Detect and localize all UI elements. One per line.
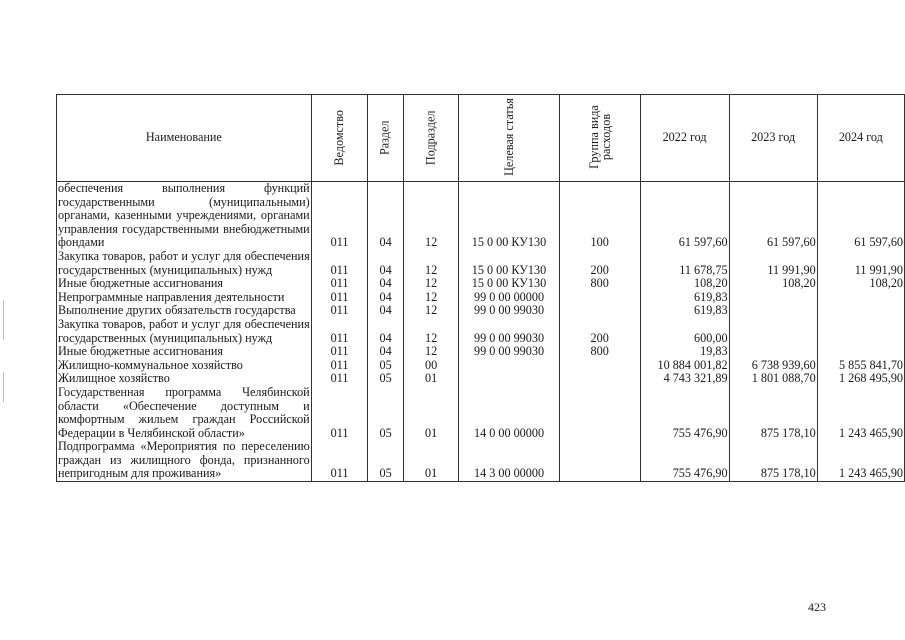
row-value-2023: 108,20 <box>729 277 817 291</box>
row-podrazdel: 12 <box>403 182 459 250</box>
row-gruppa: 100 <box>559 182 640 250</box>
row-celevaya-statya: 14 3 00 00000 <box>459 440 559 481</box>
row-value-2024: 1 243 465,90 <box>817 386 904 440</box>
row-value-2023: 61 597,60 <box>729 182 817 250</box>
table-row <box>57 386 905 440</box>
row-gruppa: 200 <box>559 318 640 345</box>
row-celevaya-statya: 99 0 00 99030 <box>459 304 559 318</box>
row-gruppa <box>559 359 640 373</box>
table-row <box>57 182 905 250</box>
row-value-2024: 11 991,90 <box>817 250 904 277</box>
row-celevaya-statya: 99 0 00 00000 <box>459 291 559 305</box>
row-value-2022: 4 743 321,89 <box>640 372 729 386</box>
row-value-2023 <box>729 291 817 305</box>
row-gruppa: 800 <box>559 277 640 291</box>
row-vedomstvo: 011 <box>311 304 368 318</box>
table-row <box>57 345 905 359</box>
row-value-2022: 61 597,60 <box>640 182 729 250</box>
header-podrazdel: Подраздел <box>403 95 459 182</box>
row-celevaya-statya: 15 0 00 КУ130 <box>459 277 559 291</box>
row-podrazdel: 01 <box>403 440 459 481</box>
row-razdel: 05 <box>368 386 403 440</box>
row-value-2022: 755 476,90 <box>640 440 729 481</box>
row-value-2022: 108,20 <box>640 277 729 291</box>
row-vedomstvo: 011 <box>311 182 368 250</box>
row-value-2023: 6 738 939,60 <box>729 359 817 373</box>
row-value-2023: 1 801 088,70 <box>729 372 817 386</box>
row-gruppa <box>559 440 640 481</box>
row-name: Подпрограмма «Мероприятия по переселению граждан из жилищного фонда, признанного непригодным для проживания» <box>58 439 310 481</box>
row-podrazdel: 12 <box>403 250 459 277</box>
row-name: Выполнение других обязательств государства <box>57 304 312 318</box>
row-gruppa <box>559 372 640 386</box>
row-podrazdel: 01 <box>403 372 459 386</box>
table-row <box>57 372 905 386</box>
row-podrazdel: 00 <box>403 359 459 373</box>
row-vedomstvo: 011 <box>311 372 368 386</box>
row-value-2024 <box>817 318 904 345</box>
row-value-2024 <box>817 304 904 318</box>
row-value-2022: 19,83 <box>640 345 729 359</box>
row-gruppa <box>559 386 640 440</box>
row-vedomstvo: 011 <box>311 359 368 373</box>
page-number: 423 <box>808 600 826 614</box>
row-gruppa <box>559 291 640 305</box>
row-value-2022: 619,83 <box>640 291 729 305</box>
table-header-row <box>57 95 905 182</box>
row-value-2024 <box>817 345 904 359</box>
row-razdel: 04 <box>368 345 403 359</box>
row-razdel: 04 <box>368 318 403 345</box>
row-name: Иные бюджетные ассигнования <box>57 345 312 359</box>
table-row <box>57 318 905 345</box>
row-value-2023 <box>729 345 817 359</box>
row-value-2022: 755 476,90 <box>640 386 729 440</box>
scan-artifact <box>3 300 4 340</box>
row-celevaya-statya <box>459 359 559 373</box>
table-row <box>57 250 905 277</box>
row-podrazdel: 12 <box>403 291 459 305</box>
row-value-2023: 875 178,10 <box>729 386 817 440</box>
row-value-2023: 875 178,10 <box>729 440 817 481</box>
table-row <box>57 440 905 481</box>
row-value-2024: 1 243 465,90 <box>817 440 904 481</box>
row-celevaya-statya: 15 0 00 КУ130 <box>459 182 559 250</box>
row-razdel: 04 <box>368 291 403 305</box>
table-row <box>57 359 905 373</box>
row-razdel: 04 <box>368 304 403 318</box>
row-celevaya-statya: 14 0 00 00000 <box>459 386 559 440</box>
header-year-2023: 2023 год <box>729 95 817 182</box>
table-row <box>57 277 905 291</box>
row-podrazdel: 12 <box>403 318 459 345</box>
row-celevaya-statya: 99 0 00 99030 <box>459 345 559 359</box>
row-value-2022: 11 678,75 <box>640 250 729 277</box>
row-name: Закупка товаров, работ и услуг для обеспечения государственных (муниципальных) нужд <box>58 248 310 277</box>
row-gruppa: 800 <box>559 345 640 359</box>
row-celevaya-statya: 15 0 00 КУ130 <box>459 250 559 277</box>
row-name: обеспечения выполнения функций государственными (муниципальными) органами, казенными учреждениями, органами управления государственными внебюджетными фондами <box>58 181 310 250</box>
row-name: Жилищное хозяйство <box>57 372 312 386</box>
row-name: Непрограммные направления деятельности <box>57 291 312 305</box>
row-podrazdel: 12 <box>403 304 459 318</box>
row-vedomstvo: 011 <box>311 291 368 305</box>
row-razdel: 04 <box>368 182 403 250</box>
row-razdel: 05 <box>368 440 403 481</box>
row-podrazdel: 12 <box>403 277 459 291</box>
row-value-2023 <box>729 304 817 318</box>
header-year-2024: 2024 год <box>817 95 904 182</box>
row-celevaya-statya <box>459 372 559 386</box>
row-value-2024: 1 268 495,90 <box>817 372 904 386</box>
header-gruppa-vida-rashodov: Группа вида расходов <box>559 95 640 182</box>
row-podrazdel: 01 <box>403 386 459 440</box>
row-celevaya-statya: 99 0 00 99030 <box>459 318 559 345</box>
row-value-2022: 600,00 <box>640 318 729 345</box>
header-name: Наименование <box>57 95 312 182</box>
row-value-2024 <box>817 291 904 305</box>
row-vedomstvo: 011 <box>311 318 368 345</box>
row-name: Государственная программа Челябинской области «Обеспечение доступным и комфортным жильем граждан Российской Федерации в Челябинской области» <box>58 384 310 440</box>
row-razdel: 04 <box>368 250 403 277</box>
table-row <box>57 291 905 305</box>
row-value-2022: 619,83 <box>640 304 729 318</box>
header-celevaya-statya: Целевая статья <box>459 95 559 182</box>
row-value-2024: 108,20 <box>817 277 904 291</box>
budget-table <box>56 94 905 482</box>
header-razdel: Раздел <box>368 95 403 182</box>
row-gruppa <box>559 304 640 318</box>
row-vedomstvo: 011 <box>311 386 368 440</box>
row-value-2024: 61 597,60 <box>817 182 904 250</box>
row-vedomstvo: 011 <box>311 345 368 359</box>
row-razdel: 05 <box>368 372 403 386</box>
row-vedomstvo: 011 <box>311 440 368 481</box>
row-value-2023: 11 991,90 <box>729 250 817 277</box>
row-vedomstvo: 011 <box>311 277 368 291</box>
row-vedomstvo: 011 <box>311 250 368 277</box>
row-podrazdel: 12 <box>403 345 459 359</box>
row-razdel: 05 <box>368 359 403 373</box>
row-name: Иные бюджетные ассигнования <box>57 277 312 291</box>
row-gruppa: 200 <box>559 250 640 277</box>
row-name: Жилищно-коммунальное хозяйство <box>57 359 312 373</box>
row-name: Закупка товаров, работ и услуг для обеспечения государственных (муниципальных) нужд <box>58 316 310 345</box>
header-year-2022: 2022 год <box>640 95 729 182</box>
row-razdel: 04 <box>368 277 403 291</box>
row-value-2024: 5 855 841,70 <box>817 359 904 373</box>
row-value-2023 <box>729 318 817 345</box>
header-vedomstvo: Ведомство <box>311 95 368 182</box>
row-value-2022: 10 884 001,82 <box>640 359 729 373</box>
table-row <box>57 304 905 318</box>
scan-artifact <box>3 372 4 402</box>
